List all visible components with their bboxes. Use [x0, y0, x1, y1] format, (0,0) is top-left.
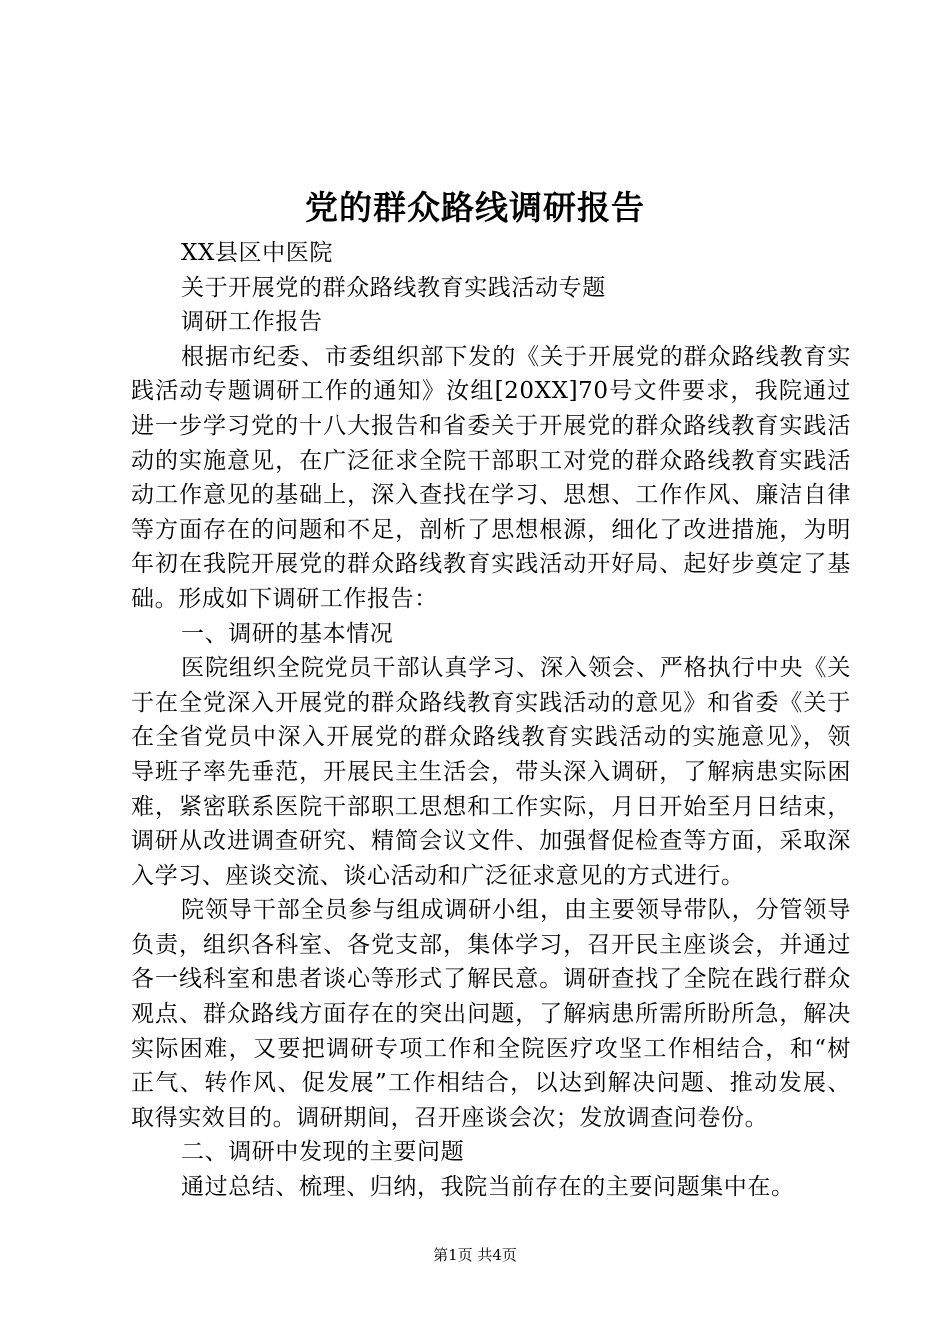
- section-heading-main-problems: 二、调研中发现的主要问题: [181, 1139, 465, 1166]
- document-title: 党的群众路线调研报告: [305, 188, 645, 227]
- paragraph-basic-situation: 医院组织全院党员干部认真学习、深入领会、严格执行中央《关于在全党深入开展党的群众路线教育实践活动的意见》和省委《关于在全省党员中深入开展党的群众路线教育实践活动的实施意见》，领导班子率先垂范，开展民主生活会，带头深入调研，了解病患实际困难，紧密联系医院干部职工思想和工作实际，月日开始至月日结束，调研从改进调查研究、精简会议文件、加强督促检查等方面，采取深入学习、座谈交流、谈心活动和广泛征求意见的方式进行。: [131, 655, 851, 889]
- page-number-footer: 第1页 共4页: [433, 1246, 517, 1264]
- paragraph-main-problems: 通过总结、梳理、归纳，我院当前存在的主要问题集中在。: [181, 1174, 795, 1201]
- header-line-report: 调研工作报告: [181, 309, 323, 336]
- paragraph-research-team: 院领导干部全员参与组成调研小组，由主要领导带队，分管领导负责，组织各科室、各党支部，集体学习，召开民主座谈会，并通过各一线科室和患者谈心等形式了解民意。调研查找了全院在践行群众观点、群众路线方面存在的突出问题，了解病患所需所盼所急，解决实际困难，又要把调研专项工作和全院医疗攻坚工作相结合，和“树正气、转作风、促发展”工作相结合，以达到解决问题、推动发展、取得实效目的。调研期间，召开座谈会次；发放调查问卷份。: [131, 897, 851, 1131]
- section-heading-basic-situation: 一、调研的基本情况: [181, 620, 394, 647]
- header-line-subject: 关于开展党的群众路线教育实践活动专题: [181, 274, 606, 301]
- paragraph-intro: 根据市纪委、市委组织部下发的《关于开展党的群众路线教育实践活动专题调研工作的通知》汝组[20XX]70号文件要求，我院通过进一步学习党的十八大报告和省委关于开展党的群众路线教育实践活动的实施意见，在广泛征求全院干部职工对党的群众路线教育实践活动工作意见的基础上，深入查找在学习、思想、工作作风、廉洁自律等方面存在的问题和不足，剖析了思想根源，细化了改进措施，为明年初在我院开展党的群众路线教育实践活动开好局、起好步奠定了基础。形成如下调研工作报告：: [131, 343, 851, 612]
- header-line-hospital: XX县区中医院: [181, 240, 333, 266]
- document-body: [131, 236, 851, 1205]
